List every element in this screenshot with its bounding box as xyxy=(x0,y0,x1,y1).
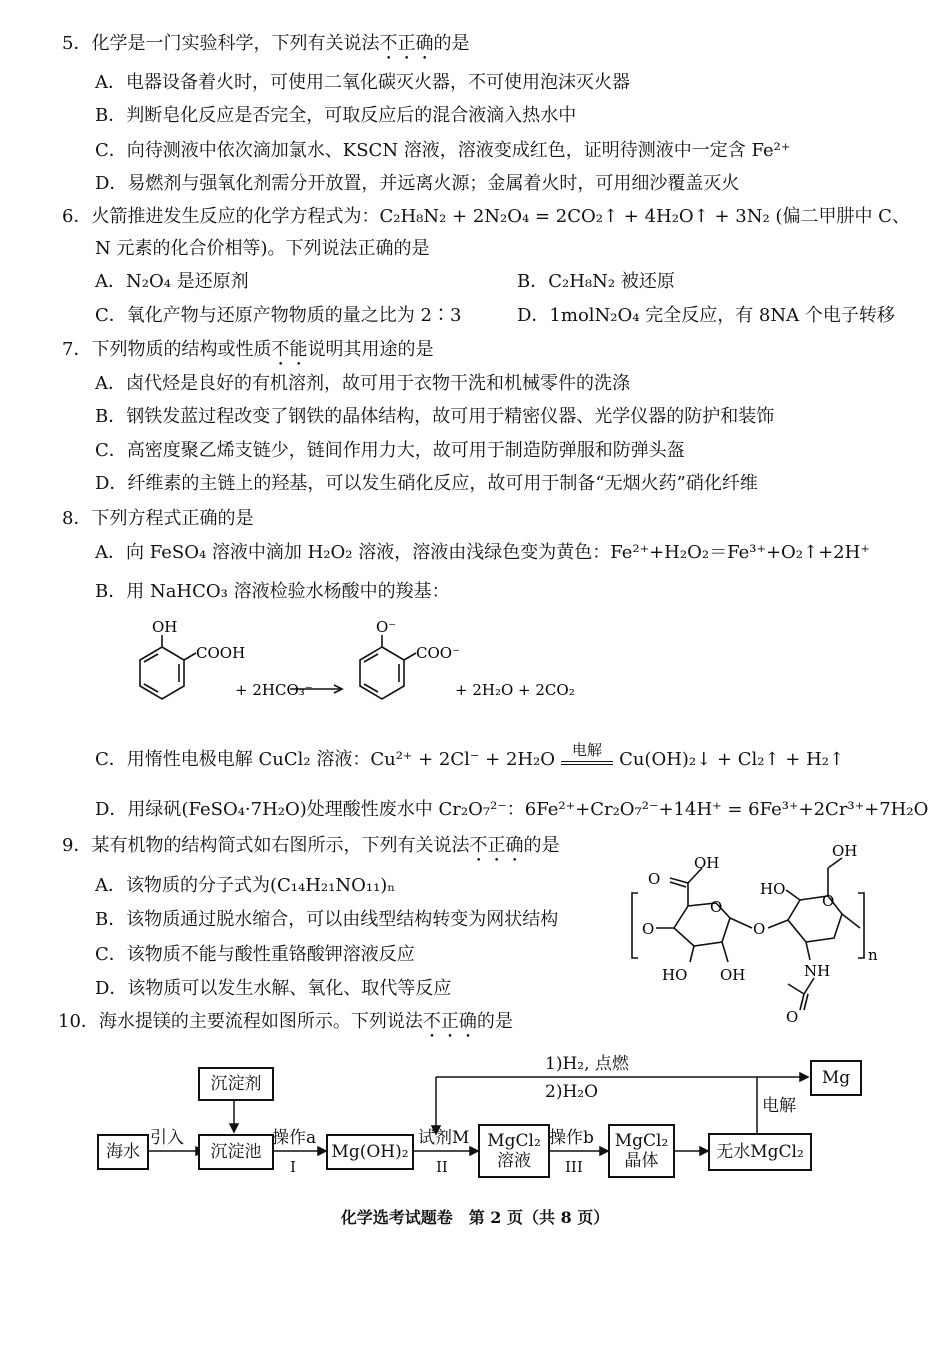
q8-option-d: D．用绿矾(FeSO₄·7H₂O)处理酸性废水中 Cr₂O₇²⁻：6Fe²⁺+Cr₂O₇²⁻+14H⁺ = 6Fe³⁺+2Cr³⁺+7H₂O xyxy=(95,799,929,820)
q10-stem-text: 10．海水提镁的主要流程如图所示。下列说法 xyxy=(58,1011,423,1032)
struct-oh3: OH xyxy=(832,842,858,860)
q8-stem: 8．下列方程式正确的是 xyxy=(62,508,254,529)
q6-option-a: A．N₂O₄ 是还原剂 xyxy=(95,271,249,292)
q6-option-c: C．氧化产物与还原产物物质的量之比为 2∶3 xyxy=(95,305,462,326)
q7-stem-text: 7．下列物质的结构或性质 xyxy=(62,339,272,360)
q9-option-a: A．该物质的分子式为(C₁₄H₂₁NO₁₁)ₙ xyxy=(95,875,396,896)
label-reagent-m: 试剂M xyxy=(418,1128,470,1148)
q7-option-b: B．钢铁发蓝过程改变了钢铁的晶体结构，故可用于精密仪器、光学仪器的防护和装饰 xyxy=(95,406,775,427)
label-reagent: + 2HCO₃⁻ xyxy=(235,681,313,699)
q7-stem-end: 说明其用途的是 xyxy=(307,339,434,360)
struct-ho2: HO xyxy=(760,880,786,898)
q7-emphasis: 不能 xyxy=(271,339,308,360)
q9-option-c: C．该物质不能与酸性重铬酸钾溶液反应 xyxy=(95,944,415,965)
q6-stem-1: 6．火箭推进发生反应的化学方程式为：C₂H₈N₂ + 2N₂O₄ = 2CO₂↑ + 4H₂O↑ + 3N₂ (偏二甲肼中 C、 xyxy=(62,206,910,227)
struct-oh2: OH xyxy=(720,966,746,984)
mgcl2-crystal-formula: MgCl₂ xyxy=(614,1131,669,1151)
q8-option-a: A．向 FeSO₄ 溶液中滴加 H₂O₂ 溶液，溶液由浅绿色变为黄色：Fe²⁺+H₂O₂＝Fe³⁺+O₂↑+2H⁺ xyxy=(95,542,870,563)
page-footer: 化学选考试题卷 第 2 页（共 8 页） xyxy=(340,1208,610,1227)
q9-option-b: B．该物质通过脱水缩合，可以由线型结构转变为网状结构 xyxy=(95,909,559,930)
struct-o1: O xyxy=(648,870,661,888)
label-coo-minus: COO⁻ xyxy=(416,644,460,662)
q5-emphasis: 不正确 xyxy=(379,33,434,54)
q9-stem-text: 9．某有机物的结构简式如右图所示，下列有关说法 xyxy=(62,835,470,856)
struct-o-ring1: O xyxy=(710,898,723,916)
label-products: + 2H₂O + 2CO₂ xyxy=(455,681,575,699)
q7-option-a: A．卤代烃是良好的有机溶剂，故可用于衣物干洗和机械零件的洗涤 xyxy=(95,373,630,394)
struct-nh: NH xyxy=(804,962,831,980)
mgcl2-crystal-box xyxy=(608,1124,675,1178)
mgcl2-solution-box xyxy=(478,1124,550,1178)
q8-option-b: B．用 NaHCO₃ 溶液检验水杨酸中的羧基： xyxy=(95,581,450,602)
mg-box: Mg xyxy=(810,1060,862,1096)
label-step-1: 1)H₂, 点燃 xyxy=(545,1054,629,1074)
q6-option-b: B．C₂H₈N₂ 被还原 xyxy=(517,271,675,292)
mgoh2-box: Mg(OH)₂ xyxy=(326,1134,414,1170)
struct-o-link: O xyxy=(753,920,766,938)
q6-stem-2: N 元素的化合价相等)。下列说法正确的是 xyxy=(95,238,430,259)
seawater-box: 海水 xyxy=(97,1134,149,1170)
struct-o-amide: O xyxy=(786,1008,799,1026)
electrolysis-label: 电解 xyxy=(572,741,603,759)
mgcl2-crystal-label: 晶体 xyxy=(624,1151,659,1171)
label-roman-2: II xyxy=(436,1158,448,1176)
label-cooh: COOH xyxy=(196,644,246,662)
label-roman-3: III xyxy=(565,1158,583,1176)
tank-box: 沉淀池 xyxy=(198,1134,274,1170)
q5-option-b: B．判断皂化反应是否完全，可取反应后的混合液滴入热水中 xyxy=(95,105,577,126)
q10-emphasis: 不正确 xyxy=(422,1011,477,1032)
label-roman-1: I xyxy=(290,1158,296,1176)
label-o-minus: O⁻ xyxy=(376,618,397,636)
label-intro: 引入 xyxy=(150,1128,184,1148)
q10-stem-end: 的是 xyxy=(476,1011,513,1032)
q8-c-products: Cu(OH)₂↓ + Cl₂↑ + H₂↑ xyxy=(619,749,845,770)
label-op-b: 操作b xyxy=(549,1128,594,1148)
q9-stem-end: 的是 xyxy=(523,835,560,856)
struct-ho1: HO xyxy=(662,966,688,984)
struct-oh1: OH xyxy=(694,854,720,872)
mgcl2-solution-formula: MgCl₂ xyxy=(487,1131,541,1151)
struct-n: n xyxy=(868,946,878,964)
q6-option-d: D．1molN₂O₄ 完全反应，有 8NA 个电子转移 xyxy=(517,305,895,326)
anhydrous-mgcl2-box: 无水MgCl₂ xyxy=(708,1133,812,1171)
q5-option-d: D．易燃剂与强氧化剂需分开放置，并远离火源；金属着火时，可用细沙覆盖灭火 xyxy=(95,173,740,194)
precipitant-box: 沉淀剂 xyxy=(198,1067,274,1101)
q5-option-a: A．电器设备着火时，可使用二氧化碳灭火器，不可使用泡沫灭火器 xyxy=(95,72,630,93)
q9-emphasis: 不正确 xyxy=(469,835,524,856)
q5-stem-end: 的是 xyxy=(433,33,470,54)
struct-o-left: O xyxy=(642,920,655,938)
q8-c-reactants: C．用惰性电极电解 CuCl₂ 溶液：Cu²⁺ + 2Cl⁻ + 2H₂O xyxy=(95,749,556,770)
struct-o-ring2: O xyxy=(822,892,835,910)
q7-option-c: C．高密度聚乙烯支链少，链间作用力大，故可用于制造防弹服和防弹头盔 xyxy=(95,440,685,461)
q5-option-c: C．向待测液中依次滴加氯水、KSCN 溶液，溶液变成红色，证明待测液中一定含 Fe²⁺ xyxy=(95,140,791,161)
label-oh: OH xyxy=(152,618,178,636)
mgcl2-solution-label: 溶液 xyxy=(497,1151,531,1171)
q7-option-d: D．纤维素的主链上的羟基，可以发生硝化反应，故可用于制备“无烟火药”硝化纤维 xyxy=(95,473,758,494)
label-op-a: 操作a xyxy=(272,1128,317,1148)
label-electrolysis: 电解 xyxy=(762,1096,796,1116)
label-step-2: 2)H₂O xyxy=(545,1082,599,1102)
q5-stem-text: 5．化学是一门实验科学，下列有关说法 xyxy=(62,33,380,54)
q9-option-d: D．该物质可以发生水解、氧化、取代等反应 xyxy=(95,978,452,999)
